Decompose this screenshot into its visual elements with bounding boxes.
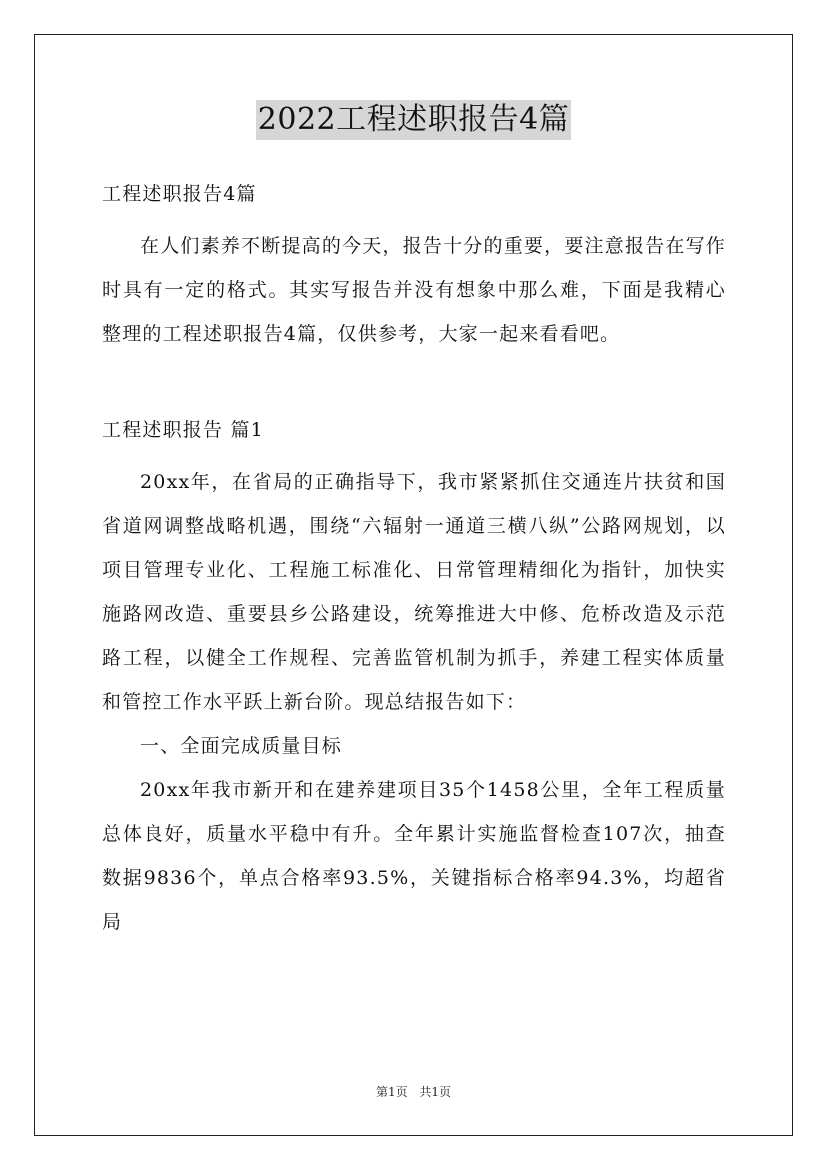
- page-current: 第1页: [375, 1085, 408, 1099]
- page-footer: [0, 1083, 827, 1100]
- document-title: 2022工程述职报告4篇: [256, 100, 571, 140]
- page-total: 共1页: [419, 1085, 452, 1099]
- section-paragraph: 20xx年，在省局的正确指导下，我市紧紧抓住交通连片扶贫和国省道网调整战略机遇，围绕“六辐射一通道三横八纵”公路网规划，以项目管理专业化、工程施工标准化、日常管理精细化为指针，加快实施路网改造、重要县乡公路建设，统筹推进大中修、危桥改造及示范路工程，以健全工作规程、完善监管机制为抓手，养建工程实体质量和管控工作水平跃上新台阶。现总结报告如下：: [102, 471, 726, 713]
- spacer: [102, 356, 726, 400]
- section-paragraph-2: 20xx年我市新开和在建养建项目35个1458公里，全年工程质量总体良好，质量水平稳中有升。全年累计实施监督检查107次，抽查数据9836个，单点合格率93.5%，关键指标合格率94.3%，均超省局: [102, 779, 726, 933]
- title-wrap: [0, 100, 827, 140]
- subsection-heading: 一、全面完成质量目标: [140, 735, 343, 757]
- document-body: [102, 172, 726, 944]
- document-subtitle: 工程述职报告4篇: [102, 183, 257, 205]
- intro-paragraph: 在人们素养不断提高的今天，报告十分的重要，要注意报告在写作时具有一定的格式。其实写报告并没有想象中那么难，下面是我精心整理的工程述职报告4篇，仅供参考，大家一起来看看吧。: [102, 235, 726, 345]
- section-heading: 工程述职报告 篇1: [102, 419, 264, 441]
